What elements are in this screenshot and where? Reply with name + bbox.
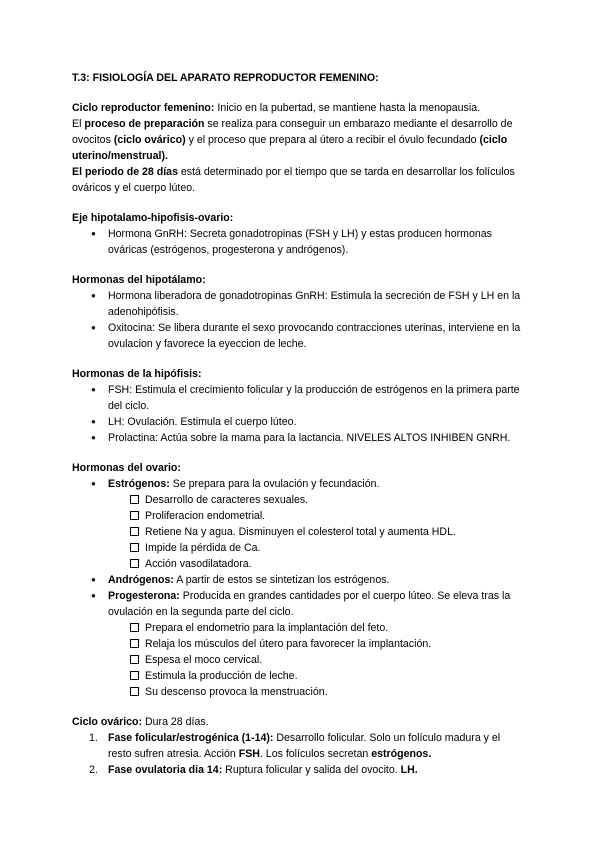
- estrogenos-text: Se prepara para la ovulación y fecundación.: [169, 478, 380, 490]
- checklist-item-text: Proliferacion endometrial.: [145, 510, 266, 522]
- ciclo-heading: [72, 714, 522, 730]
- checklist-item: [130, 668, 522, 684]
- intro-proceso-text-1: El: [72, 118, 85, 130]
- checkbox-icon[interactable]: [130, 671, 139, 680]
- hipofisis-list: [72, 382, 522, 446]
- intro-proceso-text-2: se realiza para conseguir un embarazo mediante el desarrollo de ovocitos: [72, 118, 513, 146]
- intro-ciclo-bold: Ciclo reproductor femenino:: [72, 102, 215, 114]
- checklist-item: [130, 620, 522, 636]
- fsh-bold: FSH: [238, 748, 260, 760]
- eje-list: [72, 226, 522, 258]
- checkbox-icon[interactable]: [130, 495, 139, 504]
- list-item: ● FSH: Estimula el crecimiento folicular y la producción de estrógenos en la primera parte del ciclo.: [72, 382, 522, 414]
- list-item: ● Prolactina: Actúa sobre la mama para la lactancia. NIVELES ALTOS INHIBEN GNRH.: [72, 430, 522, 446]
- list-item-androgenos: [72, 572, 522, 588]
- checklist-item-text: Relaja los músculos del útero para favorecer la implantación.: [145, 638, 432, 650]
- intro-periodo-text: está determinado por el tiempo que se tarda en desarrollar los folículos ováricos y el cuerpo lúteo.: [72, 166, 515, 194]
- androgenos-label: Andrógenos:: [108, 574, 174, 586]
- intro-proceso-text-3: y el proceso que prepara al útero a recibir el óvulo fecundado: [185, 134, 480, 146]
- checkbox-icon[interactable]: [130, 527, 139, 536]
- page-title: T.3: FISIOLOGÍA DEL APARATO REPRODUCTOR FEMENINO:: [72, 72, 379, 84]
- intro-line-periodo: [72, 164, 522, 196]
- checklist-item-text: Acción vasodilatadora.: [145, 558, 252, 570]
- eje-heading: [72, 210, 522, 226]
- document-content: [72, 70, 522, 778]
- hipotalamo-heading-text: Hormonas del hipotálamo:: [72, 274, 206, 286]
- ciclo-heading-bold: Ciclo ovárico:: [72, 716, 143, 728]
- estrogenos-bold: estrógenos.: [371, 748, 432, 760]
- androgenos-text: A partir de estos se sintetizan los estrógenos.: [173, 574, 390, 586]
- intro-section: [72, 100, 522, 196]
- checkbox-icon[interactable]: [130, 559, 139, 568]
- checklist-item: [130, 556, 522, 572]
- hipotalamo-heading: [72, 272, 522, 288]
- fase-ovulatoria-item: [72, 762, 522, 778]
- ciclo-ovarico-section: [72, 714, 522, 778]
- hipotalamo-list: [72, 288, 522, 352]
- fase-folicular-text-2: . Los folículos secretan: [259, 748, 372, 760]
- checkbox-icon[interactable]: [130, 639, 139, 648]
- ovario-heading: [72, 460, 522, 476]
- intro-line-ciclo: [72, 100, 522, 116]
- checklist-item: [130, 652, 522, 668]
- ovario-list-2: [72, 572, 522, 620]
- list-item-estrogenos: [72, 476, 522, 492]
- list-item-progesterona: [72, 588, 522, 620]
- fase-folicular-label: Fase folicular/estrogénica (1-14):: [108, 732, 274, 744]
- intro-ciclo-ovarico-bold: (ciclo ovárico): [113, 134, 186, 146]
- intro-periodo-bold: El periodo de 28 días: [72, 166, 178, 178]
- fase-ovulatoria-text: Ruptura folicular y salida del ovocito.: [222, 764, 401, 776]
- checklist-item-text: Retiene Na y agua. Disminuyen el colesterol total y aumenta HDL.: [145, 526, 456, 538]
- checkbox-icon[interactable]: [130, 687, 139, 696]
- progesterona-text: Producida en grandes cantidades por el cuerpo lúteo. Se eleva tras la ovulación en la segunda parte del ciclo.: [108, 590, 511, 618]
- list-item: ● Oxitocina: Se libera durante el sexo provocando contracciones uterinas, interviene en la ovulacion y favorece la eyeccion de leche.: [72, 320, 522, 352]
- list-item: ● Hormona GnRH: Secreta gonadotropinas (FSH y LH) y estas producen hormonas ováricas (estrógenos, progesterona y andrógenos).: [72, 226, 522, 258]
- checklist-item: [130, 524, 522, 540]
- fases-list: [72, 730, 522, 778]
- progesterona-checklist: [72, 620, 522, 700]
- lh-bold: LH.: [400, 764, 418, 776]
- checklist-item: [130, 540, 522, 556]
- progesterona-label: Progesterona:: [108, 590, 180, 602]
- intro-ciclo-text: Inicio en la pubertad, se mantiene hasta la menopausia.: [214, 102, 481, 114]
- checklist-item-text: Impide la pérdida de Ca.: [145, 542, 261, 554]
- fase-ovulatoria-label: Fase ovulatoria dia 14:: [108, 764, 223, 776]
- checklist-item: [130, 492, 522, 508]
- fase-folicular-item: [72, 730, 522, 762]
- fase-folicular-text-1: Desarrollo folicular. Solo un folículo madura y el resto sufren atresia. Acción: [108, 732, 501, 760]
- ovario-list: [72, 476, 522, 492]
- checkbox-icon[interactable]: [130, 623, 139, 632]
- checklist-item: [130, 684, 522, 700]
- checklist-item-text: Espesa el moco cervical.: [145, 654, 263, 666]
- ciclo-heading-text: Dura 28 días.: [142, 716, 209, 728]
- ovario-heading-text: Hormonas del ovario:: [72, 462, 181, 474]
- list-item: ● Hormona liberadora de gonadotropinas GnRH: Estimula la secreción de FSH y LH en la adenohipófisis.: [72, 288, 522, 320]
- intro-proceso-bold: proceso de preparación: [84, 118, 205, 130]
- intro-ciclo-uterino-bold: (ciclo uterino/menstrual).: [72, 134, 508, 162]
- ovario-section: [72, 460, 522, 700]
- checklist-item-text: Su descenso provoca la menstruación.: [145, 686, 328, 698]
- hipotalamo-section: [72, 272, 522, 352]
- eje-heading-text: Eje hipotalamo-hipofisis-ovario:: [72, 212, 234, 224]
- hipofisis-heading-text: Hormonas de la hipófisis:: [72, 368, 202, 380]
- list-number: 2.: [89, 764, 98, 776]
- list-number: 1.: [89, 732, 98, 744]
- estrogenos-checklist: [72, 492, 522, 572]
- checklist-item-text: Desarrollo de caracteres sexuales.: [145, 494, 309, 506]
- checkbox-icon[interactable]: [130, 511, 139, 520]
- hipofisis-heading: [72, 366, 522, 382]
- intro-line-proceso: [72, 116, 522, 164]
- checkbox-icon[interactable]: [130, 543, 139, 552]
- checklist-item-text: Prepara el endometrio para la implantación del feto.: [145, 622, 389, 634]
- list-item: ● LH: Ovulación. Estimula el cuerpo lúteo.: [72, 414, 522, 430]
- hipofisis-section: [72, 366, 522, 446]
- checklist-item: [130, 508, 522, 524]
- checklist-item-text: Estimula la producción de leche.: [145, 670, 298, 682]
- checkbox-icon[interactable]: [130, 655, 139, 664]
- eje-section: [72, 210, 522, 258]
- checklist-item: [130, 636, 522, 652]
- estrogenos-label: Estrógenos:: [108, 478, 170, 490]
